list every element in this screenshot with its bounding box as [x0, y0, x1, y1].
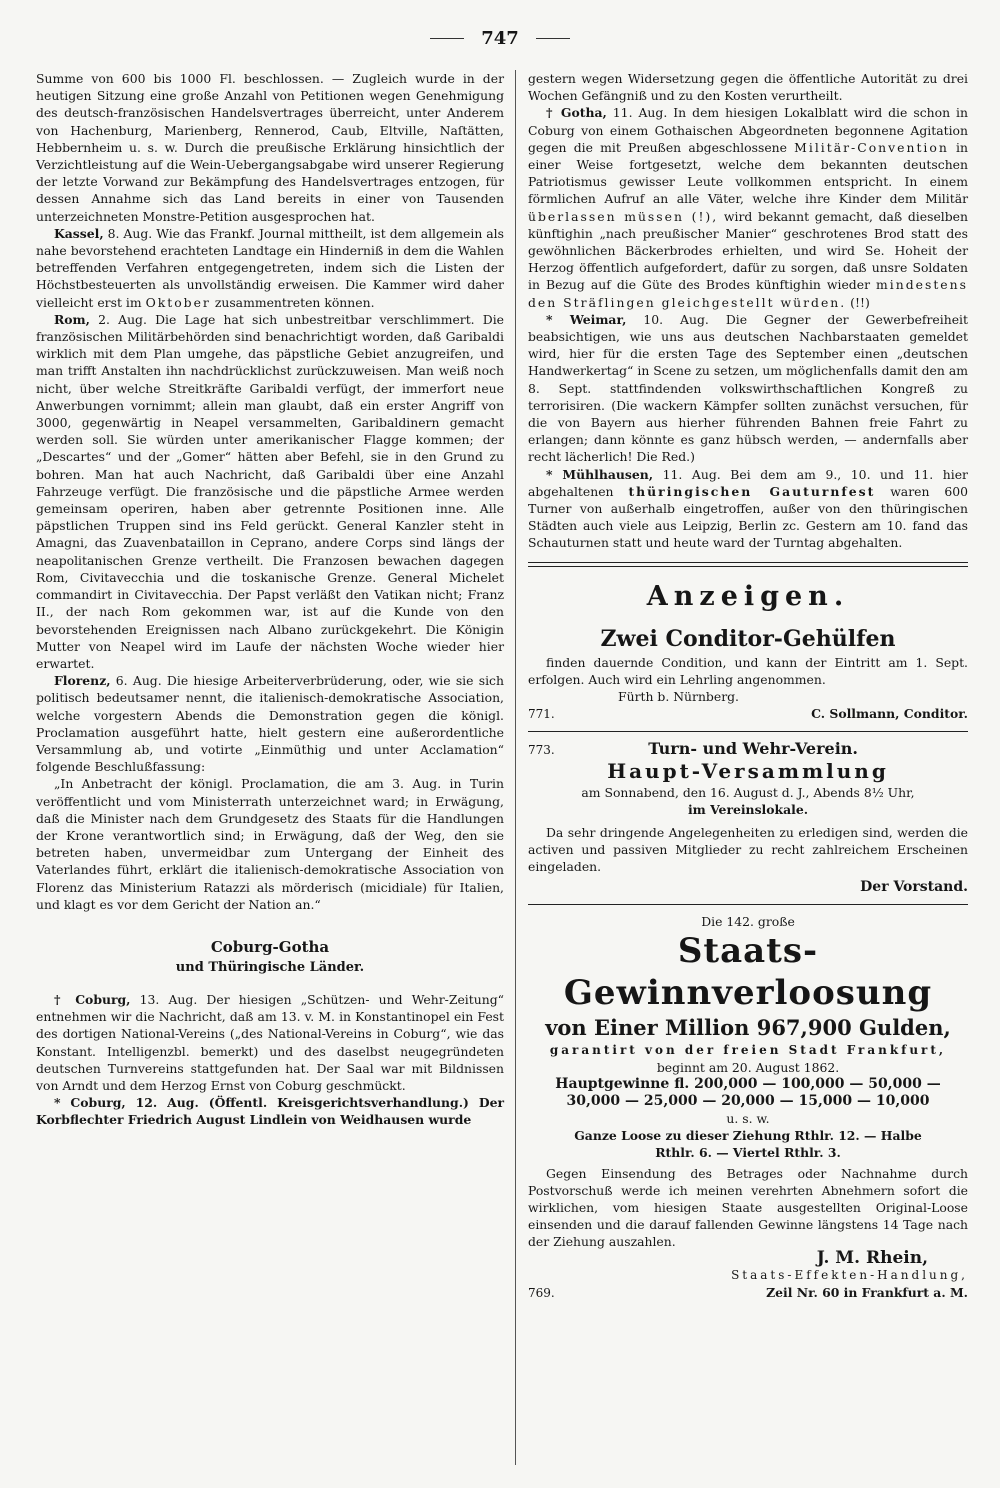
gotha-end: (!!)	[850, 294, 870, 310]
gotha-mindestens: mindestens den Sträflingen gleichgestellt würden.	[528, 277, 968, 310]
article-rom	[36, 311, 504, 672]
ad-conditor-place: Fürth b. Nürnberg.	[618, 688, 739, 704]
page-header	[0, 28, 1000, 49]
ad-lottery-pre: Die 142. große	[701, 913, 795, 929]
ad-lottery-prizes-2: 30,000 — 25,000 — 20,000 — 15,000 — 10,000	[566, 1092, 930, 1109]
dateline-weimar: * Weimar,	[546, 311, 627, 327]
dateline-rom: Rom,	[54, 311, 90, 327]
date-gotha: 11. Aug.	[612, 105, 668, 121]
dateline-gotha: † Gotha,	[546, 105, 607, 121]
article-continuation: gestern wegen Widersetzung gegen die öffentliche Autorität zu drei Wochen Gefängniß und zu den Kosten verurtheilt.	[528, 71, 968, 104]
ad-turnverein-date: am Sonnabend, den 16. August d. J., Abends 8½ Uhr,	[581, 784, 915, 800]
kassel-end: zusammentreten können.	[214, 294, 375, 310]
ad-turnverein-org: Turn- und Wehr-Verein.	[648, 738, 858, 758]
dateline-kassel: Kassel,	[54, 225, 104, 241]
header-rule-left	[430, 38, 464, 39]
ad-turnverein-number: 773.	[528, 742, 555, 757]
body-florenz: Die hiesige Arbeiterverbrüderung, oder, wie sie sich politisch bedeutsamer nennt, die italienisch-demokratische Association, welche vorgestern Abends die Demonstration gegen die königl. Proclamation ausgeführt hatte, hielt gestern eine außerordentliche Versammlung ab, und votirte „Einmüthig und unter Acclamation“ folgende Beschlußfassung:	[36, 673, 504, 775]
ad-conditor	[528, 624, 968, 723]
column-divider	[515, 70, 516, 1465]
ad-conditor-title: Zwei Conditor-Gehülfen	[600, 625, 896, 652]
ad-conditor-number: 771.	[528, 706, 555, 721]
article-nassau-end: Summe von 600 bis 1000 Fl. beschlossen. — Zugleich wurde in der heutigen Sitzung eine große Anzahl von Petitionen wegen Genehmigung des deutsch-französischen Handelsvertrages überreicht, unter Anderem von Hachenburg, Marienberg, Rennerod, Caub, Eltville, Naſtätten, Hebbernheim u. s. w. Durch die preußische Erklärung hinsichtlich der Verzichtleistung auf die Wein-Uebergangsabgabe wird unserer Regierung der letzte Vorwand zur Bekämpfung des Handelsvertrages entzogen, für dessen Annahme sich das Land bereits in einer von Tausenden unterzeichneten Monstre-Petition ausgesprochen hat.	[36, 71, 504, 224]
ad-lottery-start: beginnt am 20. August 1862.	[656, 1059, 840, 1075]
ad-conditor-body: finden dauernde Condition, und kann der Eintritt am 1. Sept. erfolgen. Auch wird ein Lehrling angenommen.	[528, 654, 968, 687]
date-rom: 2. Aug.	[98, 311, 147, 327]
dateline-muehlhausen: * Mühlhausen,	[546, 466, 654, 482]
body-muehlhausen: Bei dem am 9., 10. und 11. hier abgehaltenen	[528, 466, 968, 499]
section-subtitle: und Thüringische Länder.	[175, 959, 365, 975]
ad-conditor-signature: C. Sollmann, Conditor.	[811, 705, 968, 721]
section-title: Coburg-Gotha	[210, 937, 330, 956]
body-muehlhausen-2: waren 600 Turner von außerhalb eingetroffen, außer von den thüringischen Städten auch viele aus Leipzig, Berlin zc. Gestern am 10. fand das Schauturnen statt und heute ward der Turntag abgehalten.	[528, 483, 968, 551]
ad-lottery-lose-2: Rthlr. 6. — Viertel Rthlr. 3.	[655, 1144, 841, 1160]
article-gotha	[528, 104, 968, 310]
article-coburg-2: * Coburg, 12. Aug. (Öffentl. Kreisgerichtsverhandlung.) Der Korbflechter Friedrich August Lindlein von Weidhausen wurde	[36, 1095, 504, 1128]
ad-lottery-body: Gegen Einsendung des Betrages oder Nachnahme durch Postvorschuß werde ich meinen verehrten Abnehmern sofort die wirklichen, vom hiesigen Staate ausgestellten Original-Loose einsenden und die darauf fallenden Gewinne längstens 14 Tage nach der Ziehung auszahlen.	[528, 1165, 968, 1249]
ads-divider	[528, 562, 968, 567]
anzeigen-heading: Anzeigen.	[646, 580, 850, 612]
ad-lottery-title: Staats-Gewinnverloosung	[563, 930, 933, 1013]
ad-lottery-subtitle: von Einer Million 967,900 Gulden,	[545, 1014, 951, 1040]
ad-divider-2	[528, 904, 968, 905]
ad-turnverein-title: Haupt-Versammlung	[607, 758, 889, 783]
ad-turnverein-signature: Der Vorstand.	[860, 878, 968, 895]
date-kassel: 8. Aug.	[107, 225, 153, 241]
date-weimar: 10. Aug.	[643, 311, 709, 327]
date-florenz: 6. Aug.	[115, 673, 162, 689]
article-kassel	[36, 225, 504, 311]
ad-turnverein-body: Da sehr dringende Angelegenheiten zu erledigen sind, werden die activen und passiven Mitglieder zu recht zahlreichem Erscheinen eingeladen.	[528, 824, 968, 874]
date-muehlhausen: 11. Aug.	[662, 466, 721, 482]
gotha-convention: Militär-Convention	[794, 139, 949, 155]
body-weimar: Die Gegner der Gewerbefreiheit beabsichtigen, wie uns aus deutschen Nachbarstaaten gemeldet wird, hier für die ersten Tage des September einen „deutschen Handwerkertag“ in Scene zu setzen, um möglichenfalls damit den am 8. Sept. stattfindenden volkswirthschaftlichen Kongreß zu terrorisiren. (Die wackern Kämpfer sollten zunächst versuchen, für die von Bayern aus hierher führenden Bahnen freie Fahrt zu erlangen; dann könnte es ganz hübsch werden, — andernfalls aber recht lächerlich! Die Red.)	[528, 311, 968, 465]
right-column	[528, 70, 968, 1302]
page-number: 747	[481, 28, 519, 49]
ad-turnverein	[528, 740, 968, 896]
article-coburg	[36, 991, 504, 1094]
ad-lottery-prizes-1: Hauptgewinne fl. 200,000 — 100,000 — 50,000 —	[555, 1075, 941, 1092]
header-rule-right	[536, 38, 570, 39]
body-coburg: Der hiesigen „Schützen- und Wehr-Zeitung“ entnehmen wir die Nachricht, daß am 13. v. M. in Konstantinopel ein Fest des dortigen National-Vereins („des National-Vereins in Coburg“, wie das Konstant. Intelligenzbl. bemerkt) und des daselbst neugegründeten deutschen Turnvereins stattgefunden hat. Der Saal war mit Bildnissen von Arndt und dem Herzog Ernst von Coburg geschmückt.	[36, 991, 504, 1093]
muehlhausen-gauturnfest: thüringischen Gauturnfest	[628, 483, 876, 499]
body-rom: Die Lage hat sich unbestreitbar verschlimmert. Die französischen Militärbehörden sind benachrichtigt worden, daß Garibaldi wirklich mit dem Plan umgehe, das päpstliche Gebiet anzugreifen, und man trifft Anstalten ihn nachdrücklichst zurückzuweisen. Man weiß noch nicht, über welche Streitkräfte Garibaldi verfügt, der immerfort neue Anwerbungen vornimmt; allein man glaubt, daß ein erster Angriff von 3000, gegenwärtig in Neapel versammelten, Garibaldinern gemacht werden soll. Sie würden unter amerikanischer Flagge kommen; der „Descartes“ und der „Gomer“ hätten aber Befehl, sie in den Grund zu bohren. Man hat auch Nachricht, daß Garibaldi über eine Anzahl Fahrzeuge verfügt. Die französische und die päpstliche Armee werden gemeinsam operiren, haben aber getrennte Positionen inne. Alle päpstlichen Truppen sind ins Feld gerückt. General Kanzler steht in Amagni, das Zuavenbataillon in Ceprano, andere Corps sind längs der neapolitanischen Grenze vertheilt. Die Franzosen bewachen dagegen Rom, Civitavecchia und die toskanische Grenze. General Michelet commandirt in Civitavecchia. Der Papst verläßt den Vatikan nicht; Franz II., der nach Rom gekommen war, ist auf die Kunde von den bevorstehenden Ereignissen nach Albano zurückgekehrt. Die Königin Mutter von Neapel wird im Laufe der nächsten Woche wieder hier erwartet.	[36, 311, 504, 671]
ad-lottery-firm: Staats-Effekten-Handlung,	[731, 1267, 968, 1282]
ad-lottery-guarantee: garantirt von der freien Stadt Frankfurt,	[549, 1042, 947, 1057]
article-weimar	[528, 311, 968, 466]
date-coburg: 13. Aug.	[139, 991, 198, 1007]
dateline-coburg: † Coburg,	[54, 991, 131, 1007]
ad-lottery	[528, 913, 968, 1302]
body-gotha-3: wird bekannt gemacht, daß dieselben künftighin „nach preußischer Manier“ geschrotenes Brod statt des gewöhnlichen Bäckerbrodes erhielten, und wird Se. Hoheit der Herzog öffentlich aufgefordert, dafür zu sorgen, daß unsre Soldaten in Bezug auf die Güte des Brodes künftighin wieder	[528, 208, 968, 293]
body-gotha: In dem hiesigen Lokalblatt wird die schon in Coburg von einem Gothaischen Abgeordneten begonnene Agitation gegen die mit Preußen abgeschlossene	[528, 105, 968, 155]
article-muehlhausen	[528, 466, 968, 552]
florenz-quote: „In Anbetracht der königl. Proclamation, die am 3. Aug. in Turin veröffentlicht und vom Ministerrath unterzeichnet ward; in Erwägung, daß die Minister nach dem Grundgesetz des Staats für die Handlungen der Krone verantwortlich sind; in Erwägung, daß der Weg, den sie betreten haben, unvermeidbar zum Untergang der Einheit des Vaterlandes führt, erklärt die italienisch-demokratische Association von Florenz das Ministerium Ratazzi als mörderisch (micidiale) für Italien, und klagt es vor dem Gericht der Nation an.“	[36, 776, 504, 912]
body-gotha-2: in einer Weise fortgesetzt, welche dem bekannten deutschen Patriotismus gewisser Leute vollkommen entspricht. In einem förmlichen Aufruf an alle Väter, welche ihre Kinder dem Militär	[528, 139, 968, 207]
gotha-ueberlassen: überlassen müssen (!),	[528, 208, 719, 224]
body-kassel: Wie das Frankf. Journal mittheilt, ist dem allgemein als nahe bevorstehend erachteten Landtage ein Hinderniß in dem die Wahlen betreffenden Verfahren entgegengetreten, indem sich die Listen der Höchstbesteuerten als unvollständig erweisen. Die Kammer wird daher vielleicht erst im	[36, 225, 504, 310]
ad-lottery-usw: u. s. w.	[726, 1110, 770, 1126]
ad-lottery-address: Zeil Nr. 60 in Frankfurt a. M.	[766, 1284, 968, 1300]
ad-divider-1	[528, 731, 968, 732]
kassel-oktober: Oktober	[145, 294, 211, 310]
article-florenz	[36, 672, 504, 775]
dateline-florenz: Florenz,	[54, 673, 111, 689]
ad-turnverein-place: im Vereinslokale.	[687, 801, 809, 817]
ad-lottery-lose-1: Ganze Loose zu dieser Ziehung Rthlr. 12. — Halbe	[574, 1127, 922, 1143]
ad-lottery-signature: J. M. Rhein,	[816, 1247, 928, 1268]
left-column	[36, 70, 504, 1129]
ad-lottery-number: 769.	[528, 1285, 555, 1300]
